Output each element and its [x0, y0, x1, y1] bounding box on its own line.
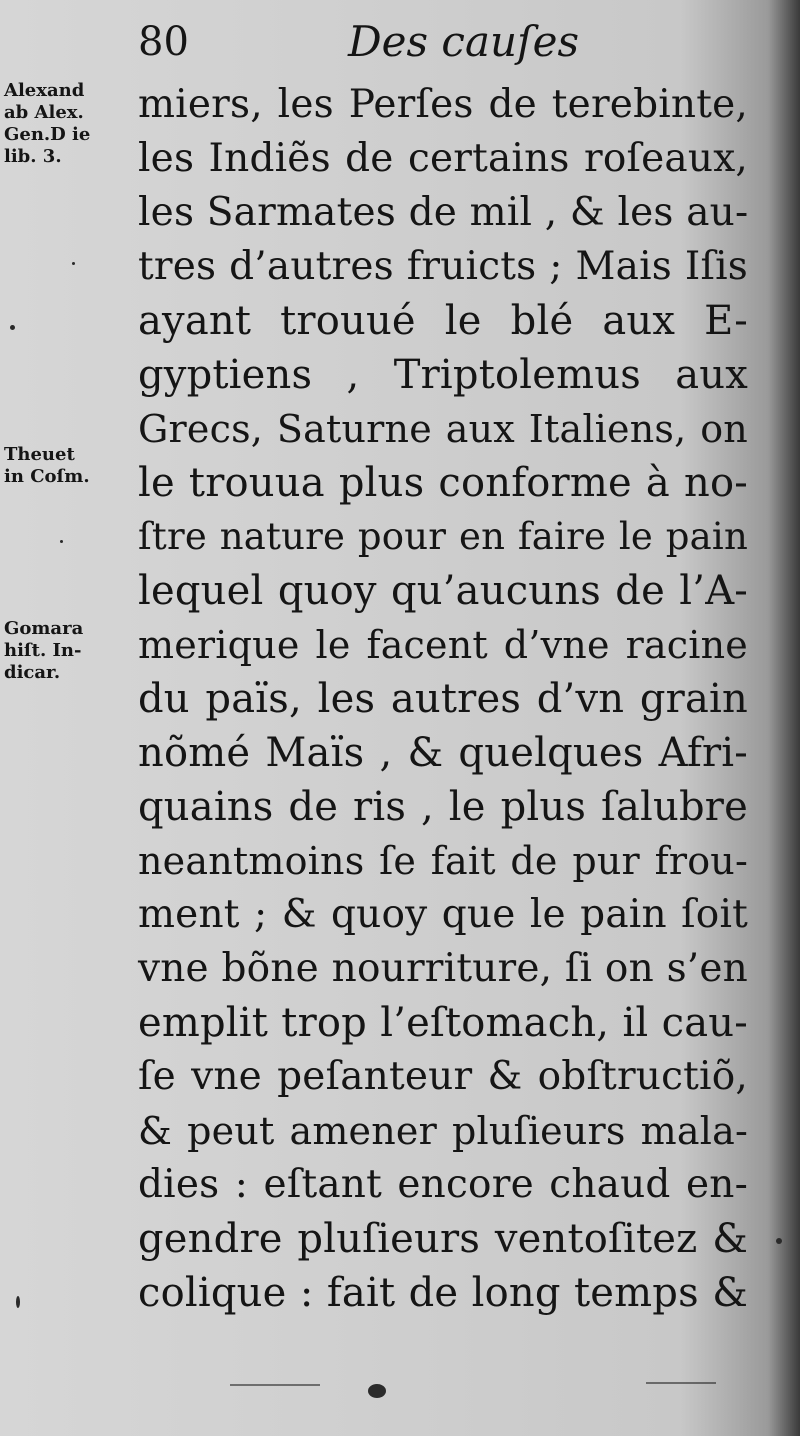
- text-line: ayant trouué le blé aux E-: [138, 298, 748, 344]
- margin-note-line: Gomara: [4, 618, 84, 639]
- text-line: les Sarmates de mil , & les au-: [138, 190, 749, 235]
- text-line: du païs, les autres d’vn grain: [138, 676, 748, 722]
- body-text: [138, 78, 748, 1320]
- running-title: Des cauſes: [348, 17, 579, 66]
- text-line: lequel quoy qu’aucuns de l’A-: [138, 568, 748, 614]
- text-line: dies : eſtant encore chaud en-: [138, 1162, 748, 1207]
- text-line: Grecs, Saturne aux Italiens, on: [138, 407, 748, 451]
- text-line: gendre pluſieurs ventoſitez &: [138, 1216, 748, 1262]
- text-line: ment ; & quoy que le pain ſoit: [138, 892, 748, 937]
- text-line: les Indiẽs de certains roſeaux,: [138, 136, 748, 181]
- margin-note-line: in Coſm.: [4, 466, 90, 487]
- text-line: colique : fait de long temps &: [138, 1270, 748, 1316]
- ink-blot: [368, 1384, 386, 1398]
- margin-note-line: Theuet: [4, 444, 75, 465]
- ink-speck: [776, 1238, 782, 1244]
- margin-note-line: dicar.: [4, 662, 61, 683]
- text-line: merique le facent d’vne racine: [138, 623, 748, 667]
- margin-note-line: ab Alex.: [4, 102, 84, 123]
- margin-notes: [4, 0, 124, 1436]
- text-line: neantmoins ſe fait de pur frou-: [138, 839, 748, 883]
- margin-note-alexander: [4, 80, 124, 168]
- margin-note-line: lib. 3.: [4, 146, 62, 167]
- text-line: gyptiens , Triptolemus aux: [138, 352, 748, 398]
- page-number: 80: [138, 19, 189, 65]
- text-line: emplit trop l’eſtomach, il cau-: [138, 1000, 748, 1046]
- margin-note-theuet: [4, 444, 124, 488]
- text-line: vne bõne nourriture, ſi on s’en: [138, 946, 748, 991]
- bottom-ink-marks: [0, 1370, 800, 1410]
- margin-note-gomara: [4, 618, 124, 684]
- text-line: miers, les Perſes de terebinte,: [138, 82, 748, 127]
- text-line: nõmé Maïs , & quelques Afri-: [138, 730, 748, 776]
- text-line: ſtre nature pour en faire le pain: [138, 515, 748, 558]
- margin-note-line: Alexand: [4, 80, 85, 101]
- text-line: tres d’autres fruicts ; Mais Iſis: [138, 244, 748, 289]
- text-line: le trouua plus conforme à no-: [138, 460, 748, 506]
- text-line: quains de ris , le plus ſalubre: [138, 784, 748, 830]
- margin-note-line: Gen.D ie: [4, 124, 91, 145]
- margin-note-line: hiſt. In-: [4, 640, 82, 661]
- ink-dash: [646, 1382, 716, 1384]
- text-line: & peut amener pluſieurs mala-: [138, 1109, 748, 1153]
- text-line: ſe vne peſanteur & obſtructiõ,: [138, 1054, 748, 1099]
- ink-dash: [230, 1384, 320, 1386]
